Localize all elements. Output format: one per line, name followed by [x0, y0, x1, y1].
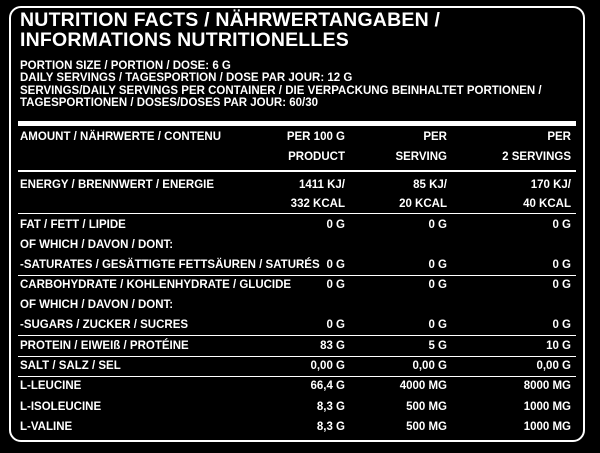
two-servings-value: 1000 MG	[523, 401, 571, 413]
serving-info-line: DAILY SERVINGS / TAGESPORTION / DOSE PAR JOUR: 12 G	[20, 72, 353, 85]
nutrient-label: L-VALINE	[20, 421, 73, 433]
serving-value: 0,00 G	[412, 360, 447, 372]
nutrient-label: -SUGARS / ZUCKER / SUCRES	[20, 319, 189, 331]
nutrient-label: PROTEIN / EIWEIß / PROTÉINE	[20, 340, 189, 352]
serving-value: 4000 MG	[399, 380, 447, 392]
per100-value: 8,3 G	[316, 421, 345, 433]
energy-label: ENERGY / BRENNWERT / ENERGIE	[20, 179, 215, 191]
serving-info-line: SERVINGS/DAILY SERVINGS PER CONTAINER / DIE VERPACKUNG BEINHALTET PORTIONEN /	[20, 84, 542, 97]
header-per100-line2: PRODUCT	[288, 151, 345, 163]
serving-value: 0 G	[428, 219, 447, 231]
header-perserving-line2: SERVING	[395, 151, 447, 163]
energy-serving-kcal: 20 KCAL	[399, 198, 447, 210]
thick-divider	[18, 121, 576, 126]
nutrient-label: CARBOHYDRATE / KOHLENHYDRATE / GLUCIDE	[20, 279, 292, 291]
label-title	[20, 10, 580, 50]
serving-value: 5 G	[428, 340, 447, 352]
two-servings-value: 0 G	[552, 219, 571, 231]
serving-info-line: TAGESPORTIONEN / DOSES/DOSES PAR JOUR: 60/30	[20, 97, 319, 110]
nutrient-label: OF WHICH / DAVON / DONT:	[20, 239, 174, 251]
two-servings-value: 0 G	[552, 319, 571, 331]
energy-per100-kcal: 332 KCAL	[290, 198, 345, 210]
per100-value: 8,3 G	[316, 401, 345, 413]
title-line: INFORMATIONS NUTRITIONELLES	[20, 29, 349, 51]
per100-value: 0 G	[326, 219, 345, 231]
nutrient-label: -SATURATES / GESÄTTIGTE FETTSÄUREN / SATURÉS	[20, 259, 320, 271]
serving-value: 500 MG	[406, 401, 447, 413]
nutrient-label: SALT / SALZ / SEL	[20, 360, 121, 372]
header-per100-line1: PER 100 G	[286, 131, 345, 143]
serving-info	[20, 60, 580, 110]
row-divider	[18, 376, 576, 377]
nutrient-label: FAT / FETT / LIPIDE	[20, 219, 126, 231]
header-divider	[18, 170, 576, 172]
serving-value: 0 G	[428, 279, 447, 291]
energy-two-kj: 170 KJ/	[530, 179, 571, 191]
per100-value: 0 G	[326, 279, 345, 291]
two-servings-value: 8000 MG	[523, 380, 571, 392]
energy-two-kcal: 40 KCAL	[523, 198, 571, 210]
serving-value: 0 G	[428, 319, 447, 331]
energy-per100-kj: 1411 KJ/	[298, 179, 345, 191]
two-servings-value: 0,00 G	[536, 360, 571, 372]
row-divider	[18, 335, 576, 336]
title-line: NUTRITION FACTS / NÄHRWERTANGABEN /	[20, 9, 441, 31]
row-divider	[18, 275, 576, 276]
serving-value: 0 G	[428, 259, 447, 271]
per100-value: 0 G	[326, 259, 345, 271]
energy-serving-kj: 85 KJ/	[413, 179, 447, 191]
nutrient-label: L-LEUCINE	[20, 380, 82, 392]
header-per2-line2: 2 SERVINGS	[502, 151, 571, 163]
two-servings-value: 0 G	[552, 259, 571, 271]
nutrient-label: L-ISOLEUCINE	[20, 401, 102, 413]
per100-value: 66,4 G	[310, 380, 345, 392]
header-amount: AMOUNT / NÄHRWERTE / CONTENU	[20, 131, 222, 143]
header-perserving-line1: PER	[423, 131, 447, 143]
nutrient-label: OF WHICH / DAVON / DONT:	[20, 299, 174, 311]
per100-value: 83 G	[320, 340, 345, 352]
per100-value: 0,00 G	[310, 360, 345, 372]
serving-value: 500 MG	[406, 421, 447, 433]
row-divider	[18, 213, 576, 214]
two-servings-value: 0 G	[552, 279, 571, 291]
serving-info-line: PORTION SIZE / PORTION / DOSE: 6 G	[20, 60, 231, 72]
header-per2-line1: PER	[547, 131, 571, 143]
two-servings-value: 10 G	[546, 340, 571, 352]
row-divider	[18, 356, 576, 357]
two-servings-value: 1000 MG	[523, 421, 571, 433]
per100-value: 0 G	[326, 319, 345, 331]
